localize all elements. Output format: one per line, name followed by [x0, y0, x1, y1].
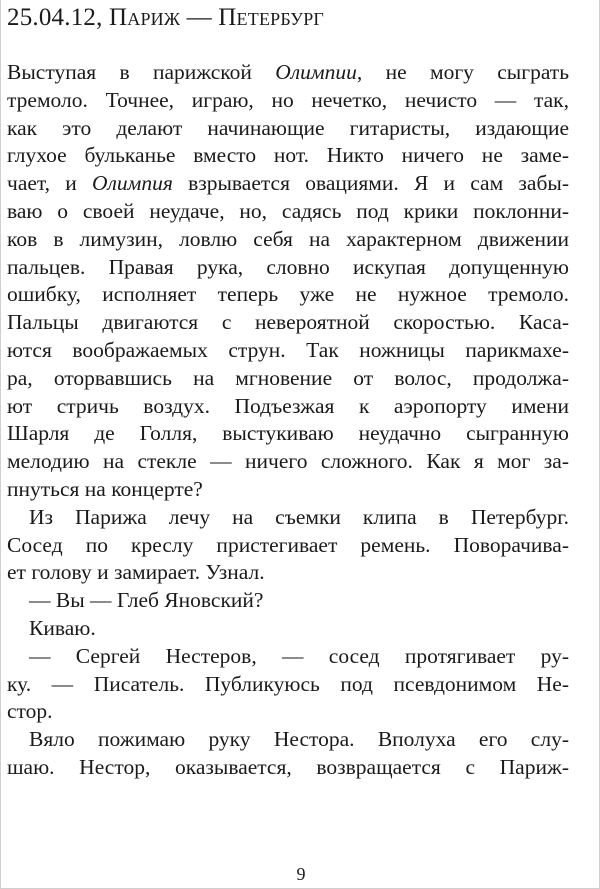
italic-term: Олимпии [275, 60, 357, 84]
dialogue-line: — Сергей Нестеров, — сосед протягивает ру- [29, 643, 569, 668]
text-line: ваю о своей неудаче, но, садясь под крики поклонни- [7, 198, 569, 223]
heading-date: 25.04.12, [7, 4, 103, 31]
dialogue-line: — Вы — Глеб Яновский? [29, 588, 264, 613]
italic-term: Олимпия [92, 171, 173, 196]
text-line: ют стричь воздух. Подъезжая к аэропорту имени [7, 393, 569, 418]
text-line: пнуться на концерте? [7, 476, 203, 501]
text-line: мелодию на стекле — ничего сложного. Как я мог за- [7, 449, 569, 474]
page-number: 9 [296, 864, 306, 884]
text-line: ются воображаемых струн. Так ножницы парикмахе- [7, 337, 569, 362]
text-line: ра, оторвавшись на мгновение от волос, продолжа- [7, 365, 569, 390]
text-line: ку. — Писатель. Публикуюсь под псевдонимом Не- [7, 671, 569, 696]
text-line: Киваю. [29, 615, 96, 640]
body-text [7, 59, 569, 782]
text-line: Пальцы двигаются с невероятной скоростью. Каса- [7, 310, 569, 335]
text-line: шаю. Нестор, оказывается, возвращается с Париж- [7, 754, 569, 779]
text-line: как это делают начинающие гитаристы, издающие [7, 115, 569, 140]
text-line: стор. [7, 699, 53, 724]
text-line: Сосед по креслу пристегивает ремень. Поворачива- [7, 532, 569, 557]
chapter-heading [7, 4, 324, 32]
text-line: ков в лимузин, ловлю себя на характерном движении [7, 226, 569, 251]
text-line: ошибку, исполняет теперь уже не нужное тремоло. [7, 282, 569, 307]
text-line: ет голову и замирает. Узнал. [7, 560, 265, 585]
text-line: Из Парижа лечу на съемки клипа в Петербург. [29, 504, 569, 529]
heading-route: Париж — Петербург [109, 4, 325, 31]
text-line: тремоло. Точнее, играю, но нечетко, нечисто — так, [7, 87, 569, 112]
text-line: Выступая в парижской Олимпии, не могу сыграть [7, 60, 570, 84]
text-line: пальцев. Правая рука, словно искупая допущенную [7, 254, 569, 279]
text-line: чает, и Олимпия взрывается овациями. Я и сам забы- [7, 171, 569, 196]
text-line: Вяло пожимаю руку Нестора. Вполуха его слу- [29, 727, 569, 752]
text-line: глухое бульканье вместо нот. Никто ничего не заме- [7, 143, 569, 168]
text-line: Шарля де Голля, выстукиваю неудачно сыгранную [7, 421, 569, 446]
